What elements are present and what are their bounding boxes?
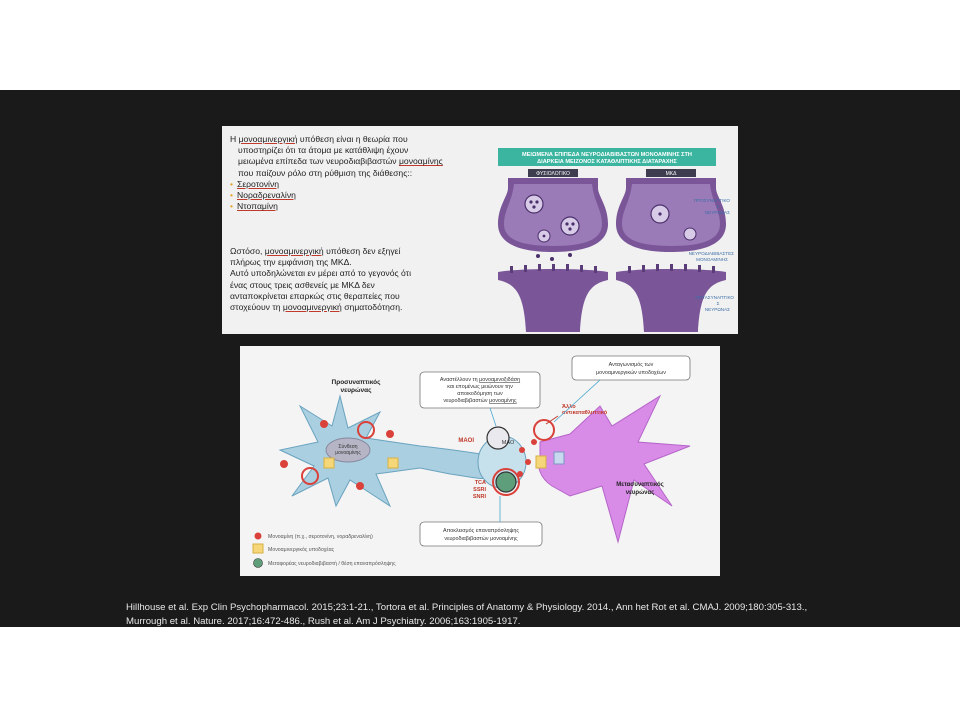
para2-text: πλήρως την εμφάνιση της ΜΚΔ. [230, 257, 352, 268]
second-paragraph [230, 246, 411, 313]
legend-item: Μονοαμινεργικός υποδοχέας [268, 547, 335, 553]
para2-link: μονοαμινεργική [264, 246, 324, 256]
para2-text: στοχεύουν τη [230, 302, 283, 313]
neurotransmitter-dot [543, 235, 546, 238]
mao-label: MAO [501, 440, 515, 446]
vesicle [525, 195, 543, 213]
para2-text: υπόθεση δεν εξηγεί [323, 246, 401, 256]
para2-text: Ωστόσο, [230, 246, 265, 256]
neurotransmitter-dot [571, 222, 574, 225]
monoamine-dot [525, 459, 531, 465]
para2-text: ανταποκρίνεται επαρκώς στις θεραπείες που [230, 290, 400, 301]
other-antidepressant-label: αντικαταθλιπτικό [562, 410, 608, 416]
presynaptic-inner-mdd [622, 184, 720, 246]
bullet-list [230, 179, 443, 213]
intro-paragraph [230, 134, 443, 212]
reuptake-info-box [420, 522, 542, 546]
monoamine-dot [320, 420, 328, 428]
intro-link-monoamine: μονοαμίνης [398, 156, 443, 167]
postsynaptic-receptor [536, 456, 546, 468]
monoamine-dot [356, 482, 364, 490]
reuptake-line1: Αποκλεισμός επαναπρόσληψης [443, 528, 519, 534]
intro-text: Η [230, 134, 239, 144]
monoamine-dot [519, 447, 525, 453]
bullet-item: Ντοπαμίνη [237, 201, 278, 212]
para2-text: σηματοδότηση. [341, 302, 403, 313]
presynaptic-neuron-label: νευρώνας [340, 387, 372, 394]
para2-link: μονοαμινεργική [282, 302, 342, 313]
intro-text: που παίζουν ρόλο στη ρύθμιση της διάθεσης:: [238, 167, 413, 178]
maoi-info-line1: Αναστέλλουν τη μονοαμινοξιδάση [439, 377, 521, 383]
postsynaptic-normal [498, 269, 608, 332]
para2-text: ένας στους τρεις ασθενείς με ΜΚΔ δεν [230, 279, 375, 290]
antagonism-line2: μονοαμινεργικών υποδοχέων [596, 370, 666, 376]
postsynaptic-neuron [539, 396, 691, 542]
bullet-item: Νοραδρεναλίνη [237, 190, 296, 201]
maoi-info-line3: αποικοδόμηση των [457, 391, 503, 397]
diagram-header-line2: ΔΙΑΡΚΕΙΑ ΜΕΙΖΟΝΟΣ ΚΑΤΑΘΛΙΠΤΙΚΗΣ ΔΙΑΤΑΡΑΧΗΣ [537, 159, 677, 165]
legend-transporter-icon [254, 559, 263, 568]
bullet-icon: • [230, 201, 234, 212]
intro-text: υπόθεση είναι η θεωρία που [297, 134, 408, 144]
ssri-label: SSRI [473, 487, 486, 493]
neurotransmitter-dot [529, 200, 532, 203]
bottom-panel [240, 346, 720, 576]
bullet-item: Σεροτονίνη [237, 178, 280, 189]
mechanism-diagram [240, 346, 720, 576]
maoi-info-line4: νευροδιαβιβαστών μονοαμίνης [443, 398, 517, 404]
postsynaptic-neuron-label: νευρώνας [625, 490, 655, 496]
para2-text: Αυτό υποδηλώνεται εν μέρει από το γεγονός ότι [230, 268, 411, 279]
monoamine-label: ΝΕΥΡΟΔΙΑΒΙΒΑΣΤΕΣ [688, 251, 734, 256]
monoamine-dot [550, 257, 554, 261]
postsynaptic-label: Σ [716, 301, 720, 306]
presynaptic-neuron-label: Προσυναπτικός [331, 379, 381, 386]
bullet-icon: • [230, 190, 234, 201]
vesicle-label: μονοαμίνης [335, 450, 361, 456]
top-panel [222, 126, 738, 334]
maoi-label: MAOI [458, 438, 474, 444]
neurotransmitter-dot [568, 227, 571, 230]
intro-text: μειωμένα επίπεδα των νευροδιαβιβαστών [238, 156, 399, 167]
monoamine-dot [386, 430, 394, 438]
presynaptic-label: Σ [716, 204, 720, 209]
other-antidepressant-label: Άλλο [562, 404, 576, 410]
vesicle-label: Σύνθεση [338, 444, 358, 450]
monoamine-dot [531, 439, 537, 445]
monoamine-dot [568, 253, 572, 257]
intro-text: υποστηρίζει ότι τα άτομα με κατάθλιψη έχουν [238, 145, 409, 156]
legend-item: Μεταφορέας νευροδιαβιβαστή / θέση επαναπρόσληψης [268, 561, 396, 567]
legend-item: Μονοαμίνη (π.χ., σεροτονίνη, νοραδρεναλίνη) [268, 534, 373, 540]
legend-monoamine-icon [255, 533, 262, 540]
postsynaptic-label: ΜΕΤΑΣΥΝΑΠΤΙΚΟ [695, 295, 734, 300]
monoamine-label: ΜΟΝΟΑΜΙΝΗΣ [696, 257, 728, 262]
transporter-icon [496, 472, 516, 492]
antagonist-ring [534, 420, 554, 440]
antagonism-line1: Ανταγωνισμός των [608, 362, 654, 368]
tca-label: TCA [474, 480, 486, 486]
diagram-header-line1: ΜΕΙΩΜΕΝΑ ΕΠΙΠΕΔΑ ΝΕΥΡΟΔΙΑΒΙΒΑΣΤΩΝ ΜΟΝΟΑΜΙΝΗΣ ΣΤΗ [522, 152, 692, 158]
legend-receptor-icon [253, 544, 263, 553]
maoi-info-line2: και επομένως μειώνουν την [447, 384, 513, 390]
tab-normal-label: ΦΥΣΙΟΛΟΓΙΚΟ [536, 171, 570, 177]
tab-mdd-label: ΜΚΔ [665, 171, 677, 177]
snri-label: SNRI [472, 494, 486, 500]
pointer-line [490, 408, 496, 426]
intro-link-monoaminergic: μονοαμινεργική [238, 134, 298, 144]
reuptake-line2: νευροδιαβιβαστών μονοαμίνης [444, 536, 518, 542]
monoamine-dot [280, 460, 288, 468]
bullet-icon: • [230, 178, 234, 189]
citation-line: Murrough et al. Nature. 2017;16:472-486., Rush et al. Am J Psychiatry. 2006;163:1905-1917. [126, 616, 521, 627]
vesicle [561, 217, 579, 235]
postsynaptic-receptor [554, 452, 564, 464]
postsynaptic-label: ΝΕΥΡΩΝΑΣ [704, 307, 730, 312]
neurotransmitter-dot [565, 222, 568, 225]
citation [126, 601, 846, 629]
monoamine-dot [536, 254, 540, 258]
neurotransmitter-dot [658, 212, 661, 215]
presynaptic-label: ΠΡΟΣΥΝΑΠΤΙΚΟ [693, 198, 730, 203]
neurotransmitter-dot [535, 200, 538, 203]
citation-line: Hillhouse et al. Exp Clin Psychopharmacol. 2015;23:1-21., Tortora et al. Principles of Anatomy & Physiology. 2014., Ann het Rot et al. CMAJ. 2009;180:305-313., [126, 602, 808, 613]
synapse-diagram [490, 136, 736, 332]
receptor-square [388, 458, 398, 468]
neurotransmitter-dot [532, 205, 535, 208]
antagonism-info-box [572, 356, 690, 380]
presynaptic-inner-normal [504, 184, 602, 246]
receptor-square [324, 458, 334, 468]
postsynaptic-neuron-label: Μετασυναπτικός [616, 482, 664, 488]
presynaptic-label: ΝΕΥΡΩΝΑΣ [704, 210, 730, 215]
postsynaptic-mdd [616, 269, 726, 332]
vesicle [684, 228, 696, 240]
